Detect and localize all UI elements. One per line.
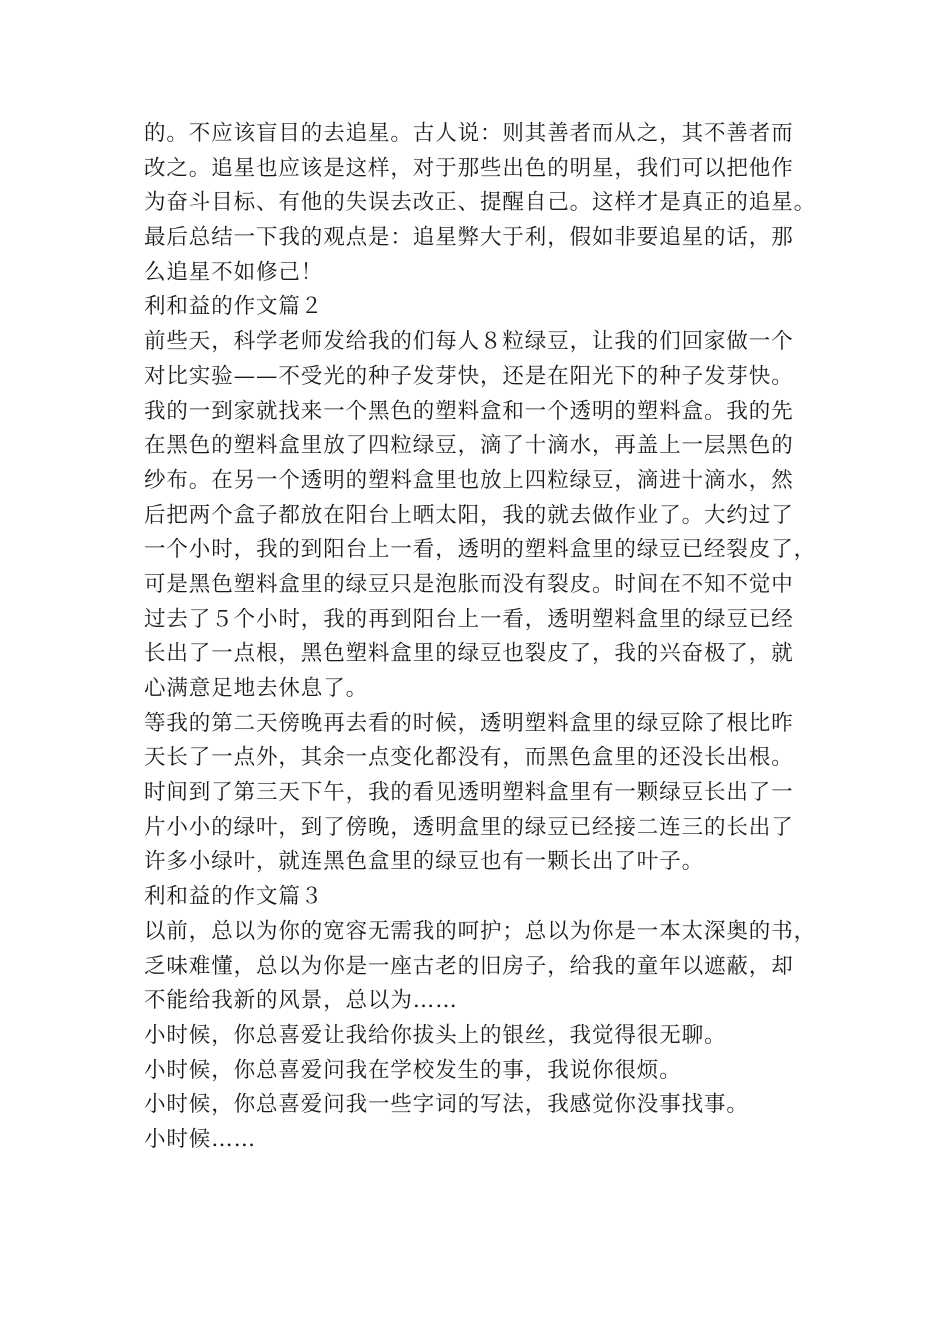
text-line: 长出了一点根，黑色塑料盒里的绿豆也裂皮了，我的兴奋极了，就	[144, 641, 794, 667]
section-heading: 利和益的作文篇２	[144, 294, 324, 320]
text-line: 对比实验——不受光的种子发芽快，还是在阳光下的种子发芽快。	[144, 363, 794, 389]
text-line: 小时候，你总喜爱问我一些字词的写法，我感觉你没事找事。	[144, 1092, 749, 1118]
document-page	[144, 117, 816, 1158]
text-line: 乏味难懂，总以为你是一座古老的旧房子，给我的童年以遮蔽，却	[144, 953, 794, 979]
text-line: 最后总结一下我的观点是：追星弊大于利，假如非要追星的话，那	[144, 225, 794, 251]
text-line: 我的一到家就找来一个黑色的塑料盒和一个透明的塑料盒。我的先	[144, 398, 794, 424]
text-line: 时间到了第三天下午，我的看见透明塑料盒里有一颗绿豆长出了一	[144, 780, 794, 806]
text-line: 片小小的绿叶，到了傍晚，透明盒里的绿豆已经接二连三的长出了	[144, 814, 794, 840]
text-line: 纱布。在另一个透明的塑料盒里也放上四粒绿豆，滴进十滴水，然	[144, 467, 794, 493]
text-line: 等我的第二天傍晚再去看的时候，透明塑料盒里的绿豆除了根比昨	[144, 710, 794, 736]
text-line: 小时候，你总喜爱问我在学校发生的事，我说你很烦。	[144, 1057, 682, 1083]
section-heading: 利和益的作文篇３	[144, 884, 324, 910]
text-line: 以前，总以为你的宽容无需我的呵护；总以为你是一本太深奥的书，	[144, 918, 817, 944]
text-line: 么追星不如修己！	[144, 259, 324, 285]
text-line: 可是黑色塑料盒里的绿豆只是泡胀而没有裂皮。时间在不知不觉中	[144, 571, 794, 597]
text-line: 小时候……	[144, 1126, 257, 1152]
text-line: 心满意足地去休息了。	[144, 676, 369, 701]
text-line: 小时候，你总喜爱让我给你拔头上的银丝，我觉得很无聊。	[144, 1022, 727, 1048]
text-line: 改之。追星也应该是这样，对于那些出色的明星，我们可以把他作	[144, 155, 794, 181]
text-line: 在黑色的塑料盒里放了四粒绿豆，滴了十滴水，再盖上一层黑色的	[144, 433, 794, 459]
text-line: 不能给我新的风景，总以为……	[144, 988, 458, 1014]
text-line: 天长了一点外，其余一点变化都没有，而黑色盒里的还没长出根。	[144, 745, 794, 771]
text-line: 的。不应该盲目的去追星。古人说：则其善者而从之，其不善者而	[144, 121, 794, 146]
text-line: 过去了５个小时，我的再到阳台上一看，透明塑料盒里的绿豆已经	[144, 606, 794, 632]
text-line: 为奋斗目标、有他的失误去改正、提醒自己。这样才是真正的追星。	[144, 190, 817, 216]
text-line: 一个小时，我的到阳台上一看，透明的塑料盒里的绿豆已经裂皮了，	[144, 537, 817, 563]
text-line: 许多小绿叶，就连黑色盒里的绿豆也有一颗长出了叶子。	[144, 849, 705, 875]
text-line: 后把两个盒子都放在阳台上晒太阳，我的就去做作业了。大约过了	[144, 502, 794, 528]
text-line: 前些天，科学老师发给我的们每人８粒绿豆，让我的们回家做一个	[144, 329, 794, 355]
